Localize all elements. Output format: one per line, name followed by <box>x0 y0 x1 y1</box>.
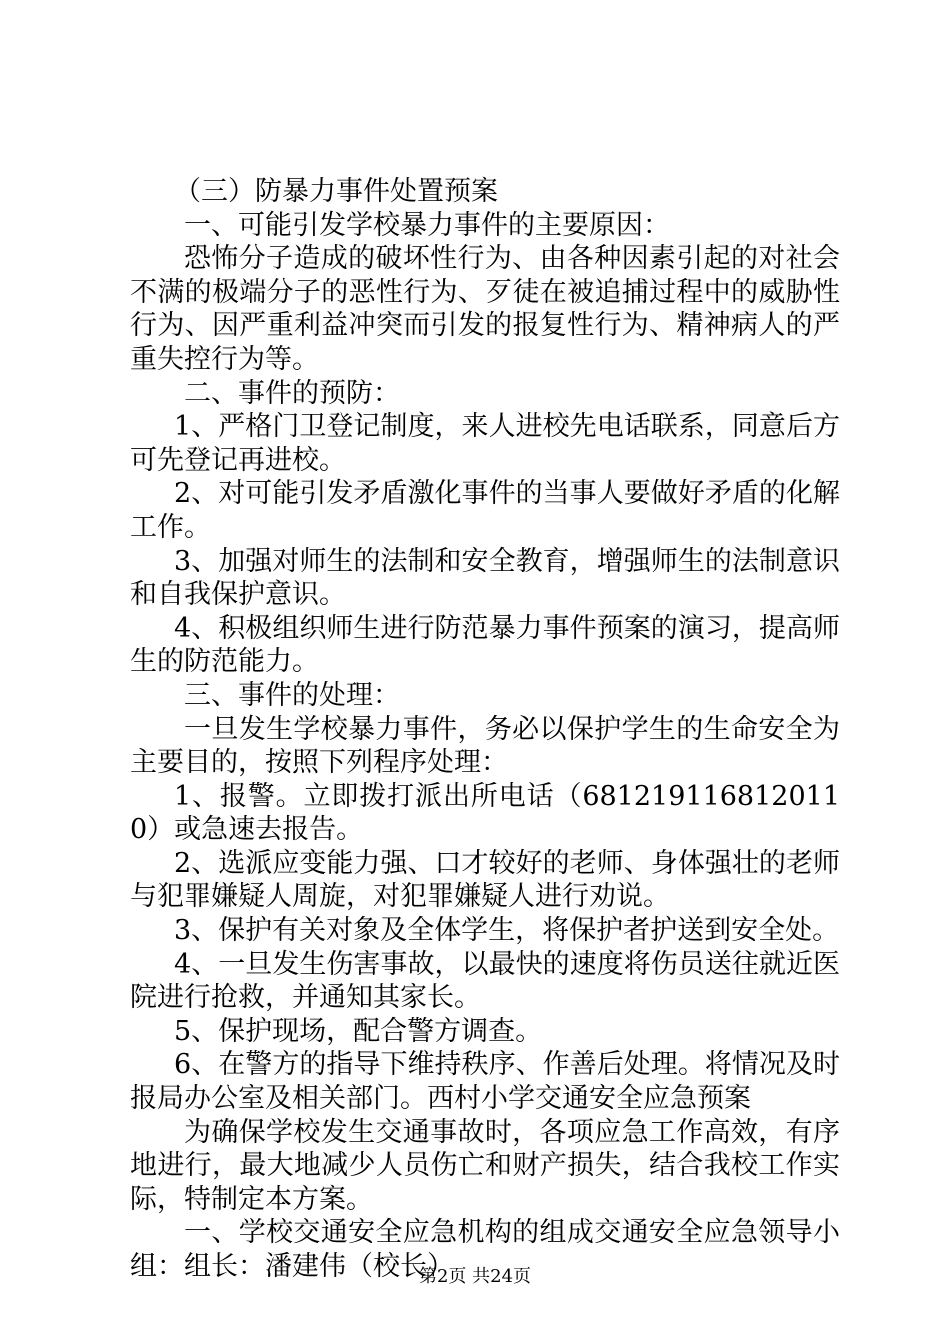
prevention-item-1: 1、严格门卫登记制度，来人进校先电话联系，同意后方可先登记再进校。 <box>130 411 840 476</box>
prevention-item-2: 2、对可能引发矛盾激化事件的当事人要做好矛盾的化解工作。 <box>130 478 840 543</box>
handling-item-1: 1、报警。立即拨打派出所电话（6812191168120110）或急速去报告。 <box>130 780 840 846</box>
handling-item-6: 6、在警方的指导下维持秩序、作善后处理。将情况及时报局办公室及相关部门。西村小学交通安全应急预案 <box>130 1049 840 1115</box>
handling-item-2: 2、选派应变能力强、口才较好的老师、身体强壮的老师与犯罪嫌疑人周旋，对犯罪嫌疑人进行劝说。 <box>130 847 840 913</box>
handling-item-5: 5、保护现场，配合警方调查。 <box>174 1015 543 1047</box>
paragraph-traffic-intro: 为确保学校发生交通事故时，各项应急工作高效，有序地进行，最大地减少人员伤亡和财产损失，结合我校工作实际，特制定本方案。 <box>130 1116 840 1215</box>
paragraph-handling-intro: 一旦发生学校暴力事件，务必以保护学生的生命安全为主要目的，按照下列程序处理： <box>130 713 840 779</box>
subheading-handling: 三、事件的处理： <box>184 679 400 711</box>
prevention-item-3: 3、加强对师生的法制和安全教育，增强师生的法制意识和自我保护意识。 <box>130 545 840 611</box>
paragraph-traffic-org: 一、学校交通安全应急机构的组成交通安全应急领导小组：组长：潘建伟（校长） <box>130 1217 840 1282</box>
prevention-item-4: 4、积极组织师生进行防范暴力事件预案的演习，提高师生的防范能力。 <box>130 612 840 678</box>
document-body <box>130 175 840 1284</box>
page-number-footer: 第2页 共24页 <box>418 1266 532 1287</box>
subheading-causes: 一、可能引发学校暴力事件的主要原因： <box>184 209 670 241</box>
subheading-prevention: 二、事件的预防： <box>184 377 400 409</box>
paragraph-causes: 恐怖分子造成的破坏性行为、由各种因素引起的对社会不满的极端分子的恶性行为、歹徒在被追捕过程中的威胁性行为、因严重利益冲突而引发的报复性行为、精神病人的严重失控行为等。 <box>130 243 840 375</box>
section-heading: （三）防暴力事件处置预案 <box>174 176 498 207</box>
handling-item-3: 3、保护有关对象及全体学生，将保护者护送到安全处。 <box>174 915 840 947</box>
handling-item-4: 4、一旦发生伤害事故，以最快的速度将伤员送往就近医院进行抢救，并通知其家长。 <box>130 948 840 1014</box>
